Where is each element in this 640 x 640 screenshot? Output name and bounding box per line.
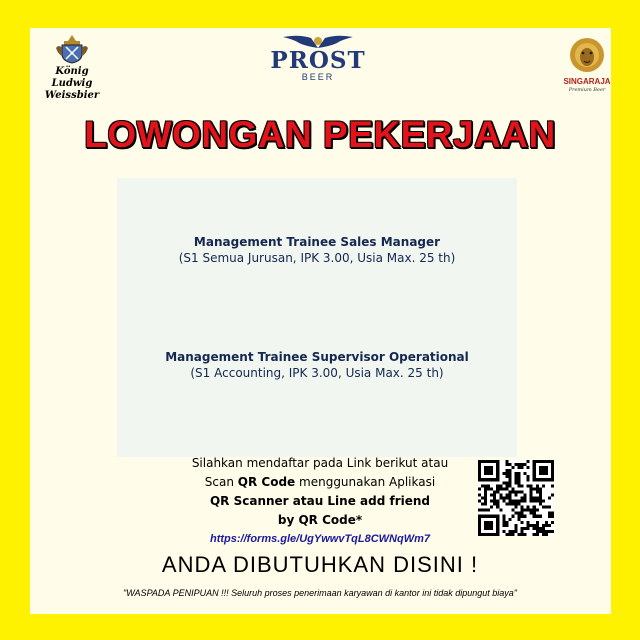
job-title: Management Trainee Sales Manager: [193, 235, 441, 249]
instruction-text: Scan: [204, 475, 238, 489]
qr-code-icon[interactable]: [478, 460, 554, 536]
application-link[interactable]: https://forms.gle/UgYwwvTqL8CWNqWm7: [210, 533, 430, 545]
lion-icon: [568, 36, 606, 76]
qr-code-emphasis: QR Code: [237, 475, 296, 489]
instruction-line: QR Scanner atau Line add friend: [209, 494, 431, 508]
instruction-line: Silahkan mendaftar pada Link berikut atau: [191, 456, 449, 470]
headline: LOWONGAN PEKERJAAN: [84, 114, 556, 155]
instruction-text: menggunakan Aplikasi: [295, 475, 436, 489]
job-requirements: (S1 Accounting, IPK 3.00, Usia Max. 25 th): [190, 366, 444, 380]
job-title: Management Trainee Supervisor Operational: [165, 350, 469, 364]
singaraja-script: Premium Beer: [568, 87, 606, 93]
prost-beer-logo: [270, 34, 366, 90]
fraud-warning: "WASPADA PENIPUAN !!! Seluruh proses penerimaan karyawan di kantor ini tidak dipungut biaya": [123, 588, 517, 598]
crest-icon: [54, 34, 90, 64]
koenig-ludwig-logo: [40, 34, 104, 101]
instruction-line: by QR Code*: [277, 513, 363, 527]
job-item: [117, 349, 517, 382]
prost-sub: BEER: [301, 72, 335, 82]
job-item: [117, 234, 517, 267]
singaraja-brand: SINGARAJA: [563, 77, 611, 86]
job-requirements: (S1 Semua Jurusan, IPK 3.00, Usia Max. 25 th): [178, 251, 456, 265]
singaraja-logo: [562, 36, 612, 100]
koenig-ludwig-name: König Ludwig Weissbier: [44, 66, 100, 101]
application-instructions: [165, 454, 475, 530]
instruction-line: [165, 473, 475, 492]
call-to-action: ANDA DIBUTUHKAN DISINI !: [161, 552, 479, 577]
jobs-box: [117, 178, 517, 457]
prost-brand: PROST: [270, 47, 366, 74]
